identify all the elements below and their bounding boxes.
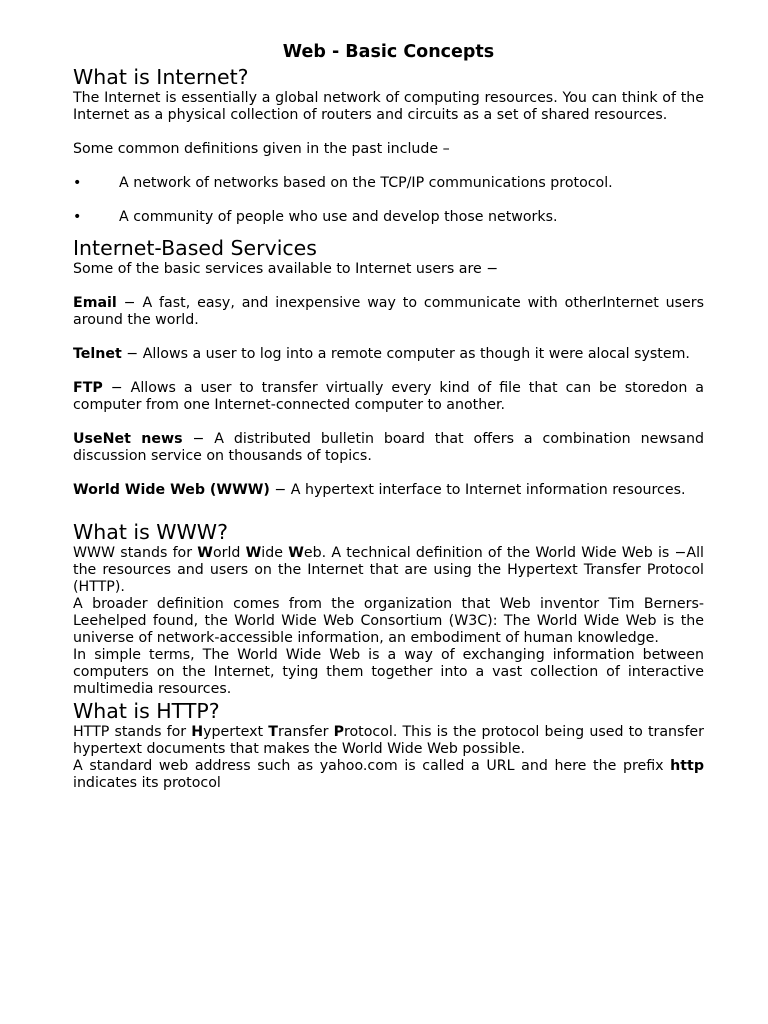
heading-what-is-http: What is HTTP? <box>73 699 220 723</box>
paragraph-www-broader-definition: A broader definition comes from the organization that Web inventor Tim Berners-Leehelped found, the World Wide Web Consortium (W3C): The World Wide Web is the universe of network-accessible information, an embodiment of human knowledge. <box>73 596 704 646</box>
list-item <box>73 175 704 192</box>
service-description: − A fast, easy, and inexpensive way to communicate with otherInternet users around the world. <box>73 295 704 328</box>
heading-internet-based-services: Internet-Based Services <box>73 236 317 260</box>
service-term: Telnet <box>73 346 122 362</box>
bullet-icon: • <box>73 209 82 225</box>
heading-what-is-internet: What is Internet? <box>73 65 249 89</box>
service-description: − A hypertext interface to Internet information resources. <box>269 482 686 498</box>
heading-what-is-www: What is WWW? <box>73 520 228 544</box>
service-usenet <box>73 431 704 465</box>
service-www <box>73 482 704 499</box>
service-term: UseNet news <box>73 431 183 447</box>
service-description: − Allows a user to transfer virtually every kind of file that can be storedon a computer from one Internet-connected computer to another. <box>73 380 704 413</box>
http-prefix: http <box>670 758 704 774</box>
list-spacer <box>73 192 704 209</box>
paragraph-url-protocol: A standard web address such as yahoo.com is called a URL and here the prefix http indicates its protocol <box>73 758 704 791</box>
list-item-text: A community of people who use and develop those networks. <box>119 209 558 225</box>
paragraph-internet-definition: The Internet is essentially a global network of computing resources. You can think of the Internet as a physical collection of routers and circuits as a set of shared resources. <box>73 90 704 123</box>
definition-list <box>73 175 704 226</box>
list-item <box>73 209 704 226</box>
document-page <box>73 40 704 792</box>
service-telnet <box>73 346 704 363</box>
paragraph-common-definitions: Some common definitions given in the past include – <box>73 141 450 157</box>
service-ftp <box>73 380 704 414</box>
paragraph-http-definition: HTTP stands for Hypertext Transfer Protocol. This is the protocol being used to transfer hypertext documents that makes the World Wide Web possible. <box>73 724 704 757</box>
service-description: − Allows a user to log into a remote computer as though it were alocal system. <box>121 346 690 362</box>
service-term: World Wide Web (WWW) <box>73 482 270 498</box>
service-email <box>73 295 704 329</box>
service-description: − A distributed bulletin board that offers a combination newsand discussion service on thousands of topics. <box>73 431 704 464</box>
service-term: Email <box>73 295 117 311</box>
service-term: FTP <box>73 380 103 396</box>
paragraph-www-definition: WWW stands for World Wide Web. A technical definition of the World Wide Web is −All the resources and users on the Internet that are using the Hypertext Transfer Protocol (HTTP). <box>73 545 704 595</box>
paragraph-www-simple-terms: In simple terms, The World Wide Web is a way of exchanging information between computers on the Internet, tying them together into a vast collection of interactive multimedia resources. <box>73 647 704 697</box>
bullet-icon: • <box>73 175 82 191</box>
document-title: Web - Basic Concepts <box>282 42 495 62</box>
list-item-text: A network of networks based on the TCP/IP communications protocol. <box>119 175 613 191</box>
paragraph-services-intro: Some of the basic services available to Internet users are − <box>73 261 499 277</box>
